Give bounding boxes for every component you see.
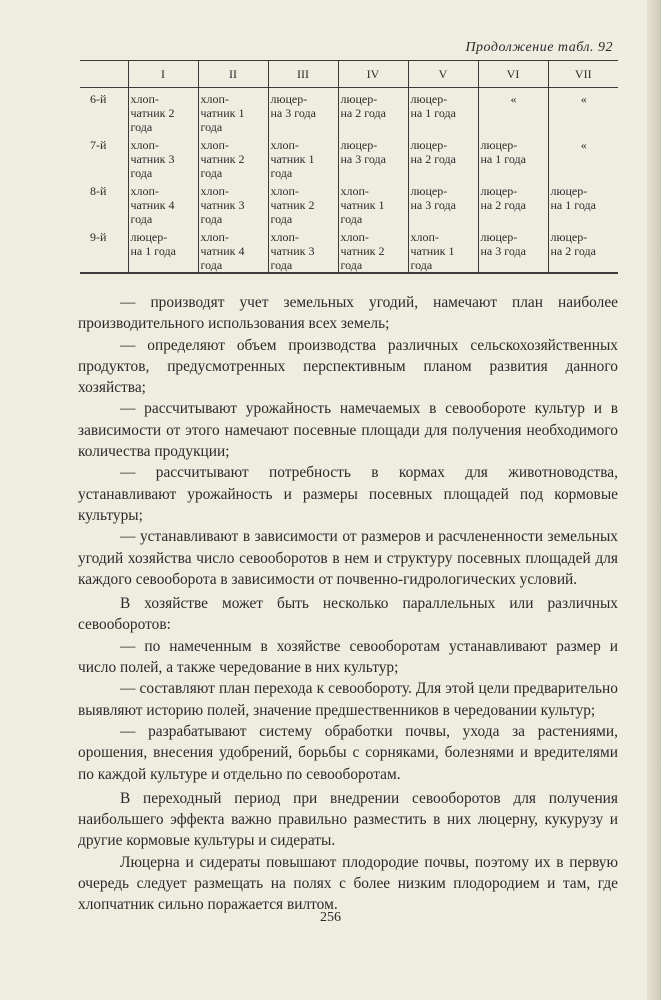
- table-cell: люцер- на 2 года: [548, 226, 618, 273]
- paragraph: — определяют объем производства различных сельскохозяйственных продуктов, предусмотренных перспективным планом развития данного хозяйства;: [78, 336, 618, 397]
- table-cell: люцер- на 3 года: [408, 180, 478, 226]
- table-cell: люцер- на 3 года: [268, 88, 338, 135]
- table-cell: «: [548, 134, 618, 180]
- table-cell: люцер- на 2 года: [478, 180, 548, 226]
- table-cell: хлоп- чатник 2 года: [198, 134, 268, 180]
- paragraph: — устанавливают в зависимости от размеров и расчлененности земельных угодий хозяйства число севооборотов в нем и структуру посевных площадей для каждого севооборота в зависимости от почвенно-гидрологических условий.: [78, 528, 618, 588]
- paragraph: — разрабатывают систему обработки почвы, ухода за растениями, орошения, внесения удобрений, борьбы с сорняками, болезнями и вредителями по каждой культуре и отдельно по севооборотам.: [78, 722, 618, 783]
- column-header: [80, 61, 128, 88]
- paragraph: — рассчитывают урожайность намечаемых в севообороте культур и в зависимости от этого намечают посевные площади для получения необходимого количества продукции;: [78, 400, 618, 461]
- paragraph: — по намеченным в хозяйстве севооборотам устанавливают размер и число полей, а также чередование в них культур;: [78, 637, 618, 677]
- column-header: I: [128, 61, 198, 88]
- year-cell: 6-й: [90, 92, 107, 106]
- table-cell: хлоп- чатник 1 года: [338, 180, 408, 226]
- table-cell: люцер- на 1 года: [548, 180, 618, 226]
- table-cell: хлоп- чатник 4 года: [128, 180, 198, 226]
- table-cell: хлоп- чатник 4 года: [198, 226, 268, 273]
- column-header: VII: [548, 61, 618, 88]
- table-header-row: [80, 61, 618, 88]
- page-edge: [647, 0, 661, 1000]
- table-row: [80, 88, 618, 135]
- table-cell: люцер- на 1 года: [478, 134, 548, 180]
- table-cell: хлоп- чатник 3 года: [128, 134, 198, 180]
- column-header: IV: [338, 61, 408, 88]
- table-row: [80, 134, 618, 180]
- table-cell: хлоп- чатник 1 года: [408, 226, 478, 273]
- table-cell: люцер- на 2 года: [408, 134, 478, 180]
- page-number: 256: [320, 910, 341, 925]
- paragraph: — составляют план перехода к севообороту. Для этой цели предварительно выявляют историю полей, значение предшественников в чередовании культур;: [78, 680, 618, 719]
- table-cell: хлоп- чатник 3 года: [198, 180, 268, 226]
- table-cell: люцер- на 3 года: [338, 134, 408, 180]
- column-header: II: [198, 61, 268, 88]
- paragraph: — рассчитывают потребность в кормах для животноводства, устанавливают урожайность и размеры посевных площадей под кормовые культуры;: [78, 464, 618, 524]
- column-header: III: [268, 61, 338, 88]
- paragraph: В хозяйстве может быть несколько параллельных или различных севооборотов:: [78, 595, 618, 634]
- table-cell: хлоп- чатник 1 года: [268, 134, 338, 180]
- crop-rotation-table: [80, 60, 618, 274]
- table-cell: хлоп- чатник 2 года: [128, 88, 198, 135]
- table-cell: «: [548, 88, 618, 135]
- rotation-table: [80, 60, 618, 274]
- table-cell: хлоп- чатник 2 года: [338, 226, 408, 273]
- paragraph: Люцерна и сидераты повышают плодородие почвы, поэтому их в первую очередь следует размещать на полях с более низким плодородием и там, где хлопчатник сильно поражается вилтом.: [78, 853, 618, 914]
- table-cell: люцер- на 2 года: [338, 88, 408, 135]
- running-head: Продолжение табл. 92: [465, 40, 613, 55]
- table-cell: хлоп- чатник 1 года: [198, 88, 268, 135]
- paragraph: — производят учет земельных угодий, намечают план наиболее производительного использования всех земель;: [78, 294, 618, 333]
- table-cell: люцер- на 1 года: [408, 88, 478, 135]
- table-row: [80, 180, 618, 226]
- column-header: V: [408, 61, 478, 88]
- table-cell: хлоп- чатник 2 года: [268, 180, 338, 226]
- table-cell: люцер- на 3 года: [478, 226, 548, 273]
- year-cell: 7-й: [90, 138, 107, 152]
- year-cell: 9-й: [80, 226, 128, 273]
- table-cell: люцер- на 1 года: [128, 226, 198, 273]
- year-cell: 8-й: [90, 184, 107, 198]
- table-cell: «: [478, 88, 548, 135]
- table-cell: хлоп- чатник 3 года: [268, 226, 338, 273]
- body-text: [78, 292, 618, 916]
- table-row: [80, 226, 618, 273]
- column-header: VI: [478, 61, 548, 88]
- paragraph: В переходный период при внедрении севооборотов для получения наибольшего эффекта важно правильно разместить в них люцерну, кукурузу и другие кормовые культуры и сидераты.: [78, 789, 618, 850]
